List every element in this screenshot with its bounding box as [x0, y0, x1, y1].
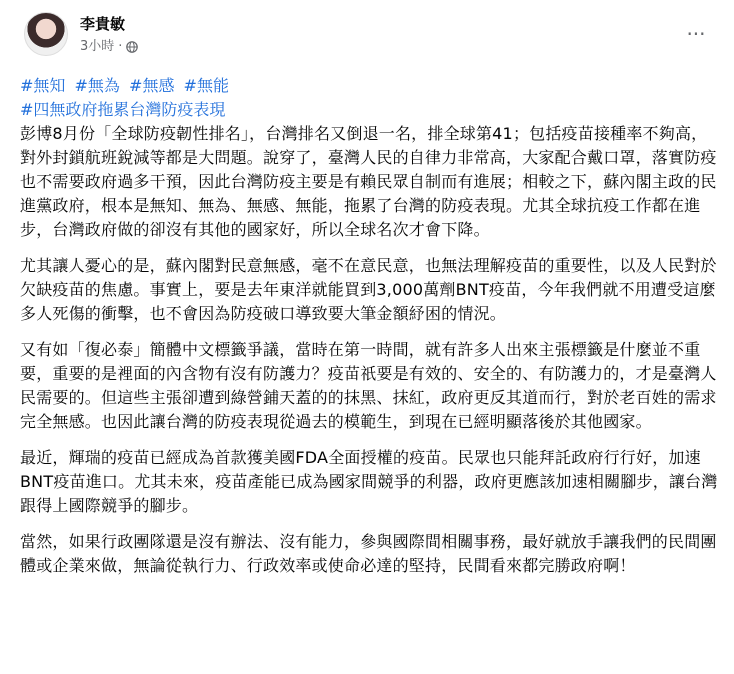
post-paragraph: 最近，輝瑞的疫苗已經成為首款獲美國FDA全面授權的疫苗。民眾也只能拜託政府行行好，加速BNT疫苗進口。尤其未來，疫苗產能已成為國家間競爭的利器，政府更應該加速相關腳步，讓台灣跟得上國際競爭的腳步。	[20, 448, 718, 515]
post-header	[20, 12, 718, 68]
hashtag-link[interactable]: #無感	[129, 76, 175, 95]
more-options-icon[interactable]: ···	[686, 22, 706, 46]
post-subline	[80, 38, 138, 56]
hashtags-line-1	[20, 74, 718, 98]
globe-icon[interactable]	[126, 41, 138, 53]
hashtag-link[interactable]: #四無政府拖累台灣防疫表現	[20, 100, 226, 119]
post-paragraph: 尤其讓人憂心的是，蘇內閣對民意無感，毫不在意民意，也無法理解疫苗的重要性，以及人民對於欠缺疫苗的焦慮。事實上，要是去年東洋就能買到3,000萬劑BNT疫苗，今年我們就不用遭受這麼多人死傷的衝擊，也不會因為防疫破口導致要大筆金額紓困的情況。	[20, 256, 717, 323]
post-time[interactable]: 3小時	[80, 39, 115, 54]
post-body	[20, 74, 718, 578]
hashtags-line-2	[20, 98, 718, 122]
hashtag-link[interactable]: #無能	[183, 76, 229, 95]
hashtag-link[interactable]: #無為	[74, 76, 120, 95]
hashtag-link[interactable]: #無知	[20, 76, 66, 95]
post-paragraph: 當然，如果行政團隊還是沒有辦法、沒有能力，參與國際間相關事務，最好就放手讓我們的民間團體或企業來做，無論從執行力、行政效率或使命必達的堅持，民間看來都完勝政府啊！	[20, 532, 717, 575]
post-meta	[80, 12, 138, 56]
avatar[interactable]	[24, 12, 68, 56]
post-paragraph: 彭博8月份「全球防疫韌性排名」，台灣排名又倒退一名，排全球第41；包括疫苗接種率不夠高，對外封鎖航班銳減等都是大問題。說穿了，臺灣人民的自律力非常高，大家配合戴口罩，落實防疫也不需要政府過多干預，因此台灣防疫主要是有賴民眾自制而有進展；相較之下，蘇內閣主政的民進黨政府，根本是無知、無為、無感、無能，拖累了台灣的防疫表現。尤其全球抗疫工作都在進步，台灣政府做的卻沒有其他的國家好，所以全球名次才會下降。	[20, 124, 717, 239]
separator-dot: ·	[118, 39, 123, 54]
author-name[interactable]: 李貴敏	[80, 15, 126, 33]
post-paragraph: 又有如「復必泰」簡體中文標籤爭議，當時在第一時間，就有許多人出來主張標籤是什麼並不重要，重要的是裡面的內含物有沒有防護力？疫苗祇要是有效的、安全的、有防護力的，才是臺灣人民需要的。但這些主張卻遭到綠營鋪天蓋的的抹黑、抹紅，政府更反其道而行，對於老百姓的需求完全無感。也因此讓台灣的防疫表現從過去的模範生，到現在已經明顯落後於其他國家。	[20, 340, 717, 431]
